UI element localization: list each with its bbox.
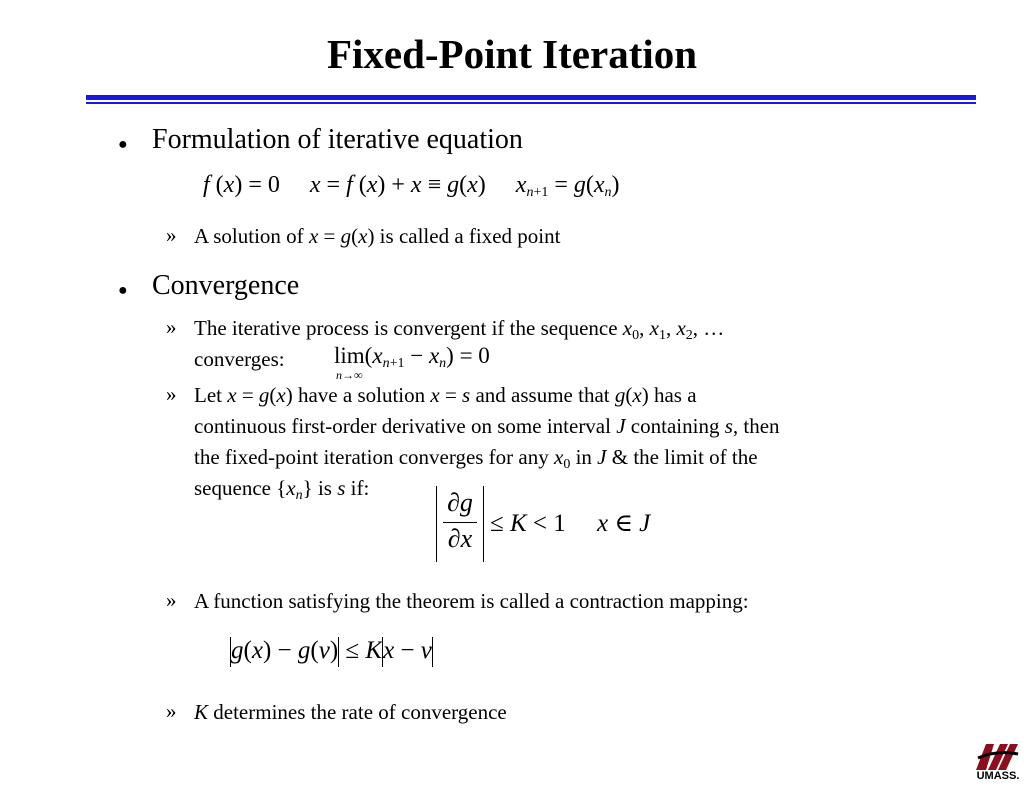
fixed-point-note: A solution of x = g(x) is called a fixed point (194, 224, 561, 248)
sub-bullet-marker: » (166, 382, 177, 406)
section-heading-formulation: Formulation of iterative equation (152, 124, 523, 155)
logo-text: UMASS. (976, 770, 1020, 782)
limit-equation: lim n→∞ $(x_{n+1} - x_n) = 0$ (334, 343, 490, 382)
sub-bullet-marker: » (166, 588, 177, 612)
convergence-item-1: The iterative process is convergent if the sequence $x_0$, $x_1$, $x_2$, … converges: (194, 316, 725, 371)
title-rule-thin (86, 102, 976, 104)
contraction-condition: ≤ K < 1 x ∈ J (490, 510, 651, 537)
convergence-item-4: K determines the rate of convergence (194, 700, 507, 724)
iterative-equation: f (x) = 0 x = f (x) + x ≡ g(x) $x_{n+1} = g(x_n)$ (203, 172, 620, 200)
page-title: Fixed-Point Iteration (326, 31, 698, 77)
sub-bullet-marker: » (166, 223, 177, 247)
derivative-abs-fraction (436, 486, 484, 562)
bullet-dot: ● (118, 136, 128, 153)
frac-numerator: ∂g (447, 488, 473, 517)
section-heading-convergence: Convergence (152, 270, 300, 301)
sub-bullet-marker: » (166, 699, 177, 723)
title-rule-thick (86, 95, 976, 100)
convergence-item-2: Let x = g(x) have a solution x = s and assume that g(x) has a continuous first-order derivative on some interval J containing s, then the fixed-point iteration converges for any $x_0$ in J & the limit of the sequence $\{x_n\}$ is s if: (194, 383, 780, 503)
frac-denominator: ∂x (447, 524, 473, 553)
sub-bullet-marker: » (166, 315, 177, 339)
contraction-mapping-equation: g(x) − g(v) ≤ Kx − v (230, 637, 433, 667)
convergence-item-3: A function satisfying the theorem is called a contraction mapping: (194, 589, 749, 613)
frac-bar (443, 522, 477, 523)
bullet-dot: ● (118, 282, 128, 299)
